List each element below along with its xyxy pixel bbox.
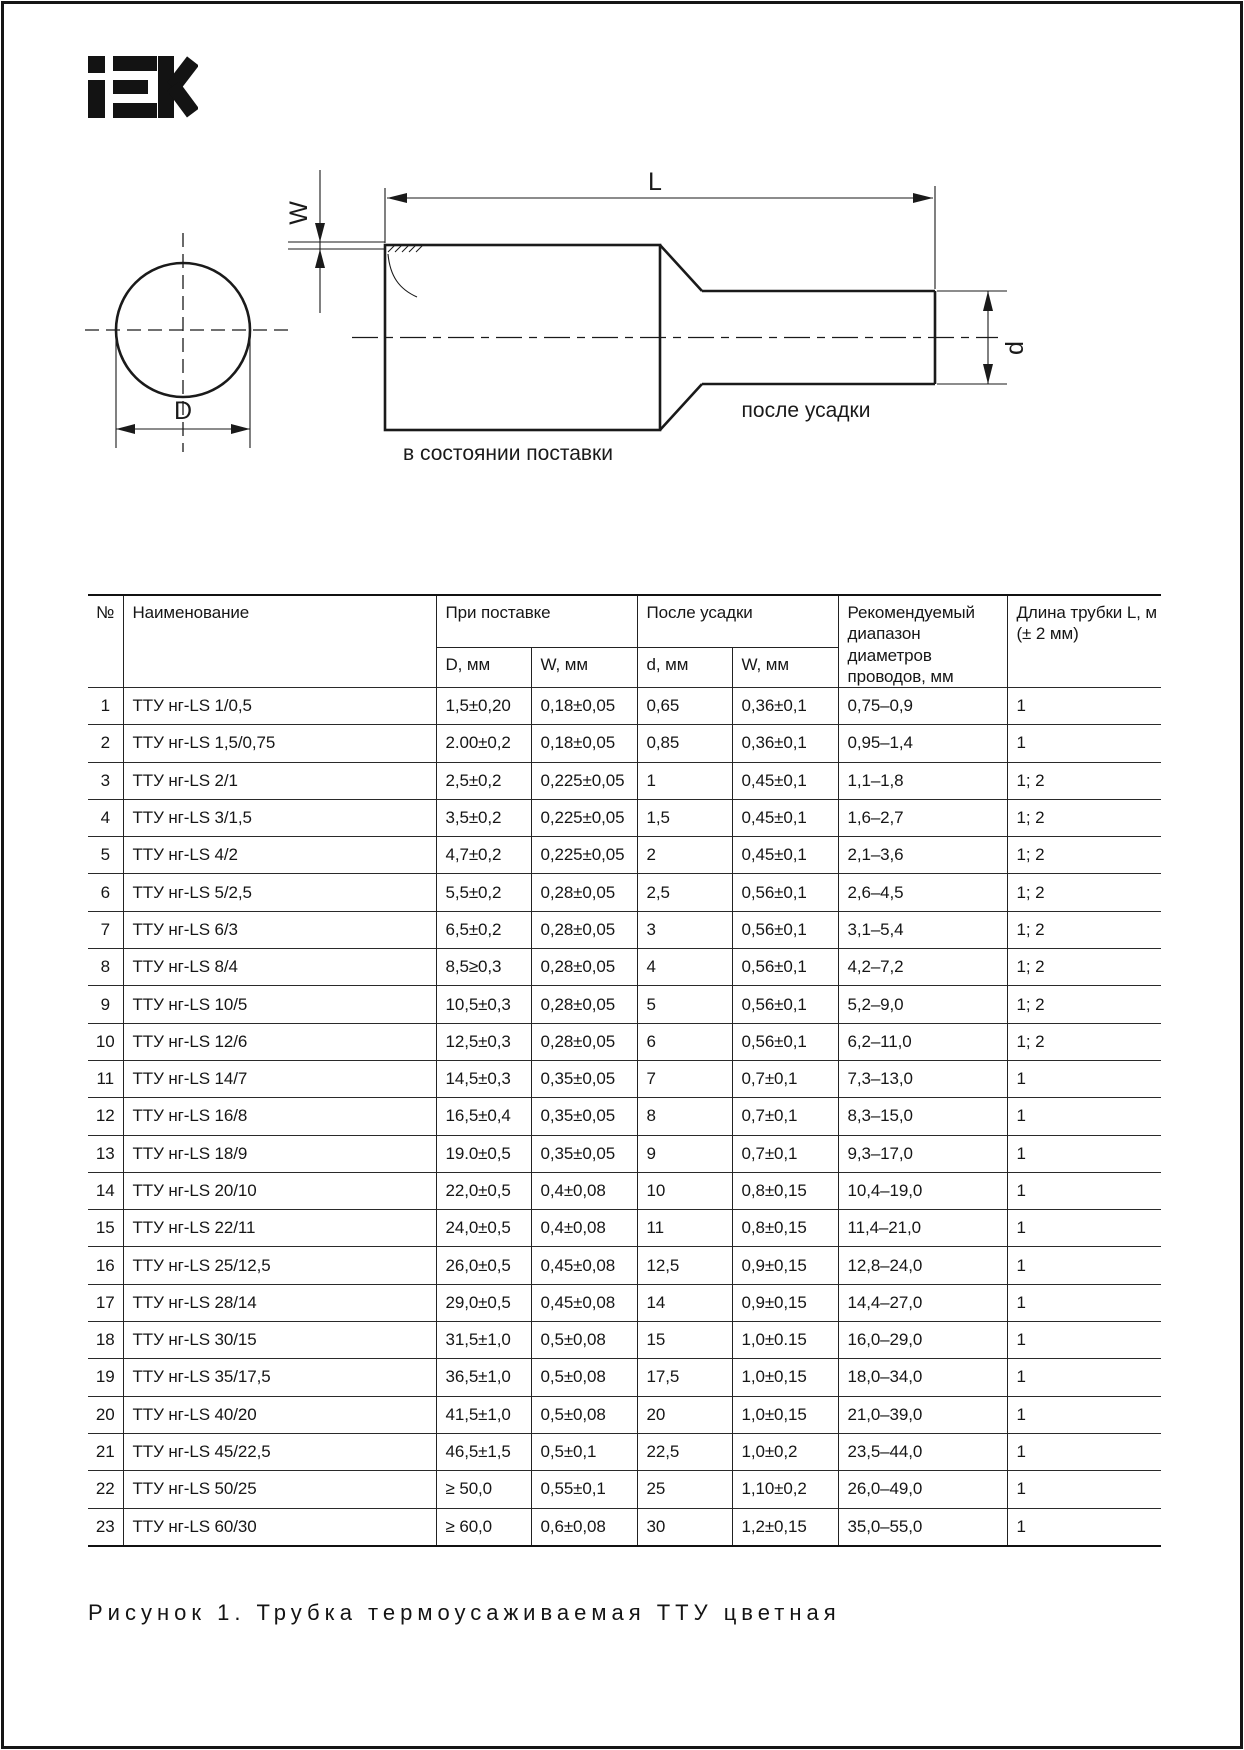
table-cell: 2,5 [637,874,732,911]
table-cell: 0,35±0,05 [531,1060,637,1097]
table-cell: 14,5±0,3 [436,1060,531,1097]
table-cell: 0,85 [637,725,732,762]
table-cell: 1; 2 [1007,799,1161,836]
table-cell: 0,45±0,08 [531,1247,637,1284]
table-cell: 1; 2 [1007,949,1161,986]
table-cell: 0,18±0,05 [531,725,637,762]
table-cell: ТТУ нг-LS 25/12,5 [123,1247,436,1284]
table-cell: 0,75–0,9 [838,688,1007,725]
table-cell: ТТУ нг-LS 8/4 [123,949,436,986]
table-cell: ТТУ нг-LS 12/6 [123,1023,436,1060]
table-cell: 0,8±0,15 [732,1172,838,1209]
table-row [88,1471,1161,1508]
table-cell: 1 [1007,1172,1161,1209]
table-cell: 1,5±0,20 [436,688,531,725]
table-cell: 2,6–4,5 [838,874,1007,911]
table-row [88,1322,1161,1359]
table-cell: ТТУ нг-LS 1,5/0,75 [123,725,436,762]
table-cell: 17,5 [637,1359,732,1396]
table-cell: 7 [637,1060,732,1097]
table-cell: 0,9±0,15 [732,1284,838,1321]
table-cell: 0,45±0,1 [732,799,838,836]
col-header-W-supply: W, мм [531,647,637,687]
dimensions-table [88,594,1161,1547]
table-cell: 5 [88,837,123,874]
table-cell: 1 [1007,1247,1161,1284]
table-cell: 16,5±0,4 [436,1098,531,1135]
table-cell: 3,5±0,2 [436,799,531,836]
table-cell: 11 [637,1210,732,1247]
table-cell: 23 [88,1508,123,1546]
table-cell: 6,5±0,2 [436,911,531,948]
table-cell: 20 [88,1396,123,1433]
table-cell: 2,1–3,6 [838,837,1007,874]
table-cell: 4,2–7,2 [838,949,1007,986]
table-cell: 8 [88,949,123,986]
table-cell: 8 [637,1098,732,1135]
table-cell: 0,45±0,1 [732,837,838,874]
table-cell: 11,4–21,0 [838,1210,1007,1247]
col-header-range: Рекомендуемый диапазон диаметров проводов, мм [838,595,1007,688]
table-cell: 18,0–34,0 [838,1359,1007,1396]
table-cell: 11 [88,1060,123,1097]
table-cell: 29,0±0,5 [436,1284,531,1321]
table-cell: 4 [637,949,732,986]
table-row [88,1098,1161,1135]
table-cell: 1 [88,688,123,725]
table-cell: 1 [1007,688,1161,725]
table-cell: ТТУ нг-LS 40/20 [123,1396,436,1433]
table-cell: 7,3–13,0 [838,1060,1007,1097]
table-cell: 1,2±0,15 [732,1508,838,1546]
table-cell: 14 [637,1284,732,1321]
table-cell: 0,35±0,05 [531,1135,637,1172]
table-row [88,837,1161,874]
table-cell: 2.00±0,2 [436,725,531,762]
table-cell: 15 [637,1322,732,1359]
table-cell: ТТУ нг-LS 6/3 [123,911,436,948]
table-cell: 5 [637,986,732,1023]
table-row [88,799,1161,836]
dim-label-d: d [1001,341,1029,355]
table-cell: 0,45±0,1 [732,762,838,799]
table-cell: 21 [88,1433,123,1470]
table-cell: 13 [88,1135,123,1172]
table-cell: ≥ 60,0 [436,1508,531,1546]
table-cell: 2 [637,837,732,874]
table-cell: 22,5 [637,1433,732,1470]
table-cell: 6 [637,1023,732,1060]
table-cell: 1,0±0.15 [732,1322,838,1359]
table-cell: 0,45±0,08 [531,1284,637,1321]
table-cell: 1; 2 [1007,911,1161,948]
col-header-D-supply: D, мм [436,647,531,687]
table-cell: 2 [88,725,123,762]
table-cell: 8,3–15,0 [838,1098,1007,1135]
table-cell: 1 [1007,1210,1161,1247]
table-cell: 1,1–1,8 [838,762,1007,799]
table-cell: 1,0±0,2 [732,1433,838,1470]
table-cell: 1,10±0,2 [732,1471,838,1508]
table-cell: 0,28±0,05 [531,949,637,986]
table-cell: 23,5–44,0 [838,1433,1007,1470]
table-cell: 1,5 [637,799,732,836]
table-row [88,874,1161,911]
col-header-d-shrink: d, мм [637,647,732,687]
table-cell: 30 [637,1508,732,1546]
table-cell: ТТУ нг-LS 10/5 [123,986,436,1023]
table-cell: 5,5±0,2 [436,874,531,911]
table-cell: ТТУ нг-LS 45/22,5 [123,1433,436,1470]
table-cell: 0,7±0,1 [732,1098,838,1135]
table-cell: 10,4–19,0 [838,1172,1007,1209]
table-cell: 0,7±0,1 [732,1135,838,1172]
table-cell: 3 [637,911,732,948]
table-cell: 1,0±0,15 [732,1396,838,1433]
table-cell: 6 [88,874,123,911]
figure-caption: Рисунок 1. Трубка термоусаживаемая ТТУ цветная [88,1600,841,1625]
table-cell: 26,0±0,5 [436,1247,531,1284]
table-cell: 12,5±0,3 [436,1023,531,1060]
table-cell: 2,5±0,2 [436,762,531,799]
col-header-length: Длина трубки L, м (± 2 мм) [1007,595,1161,688]
table-cell: 1,6–2,7 [838,799,1007,836]
table-cell: 12,5 [637,1247,732,1284]
table-cell: 1 [1007,1359,1161,1396]
table-cell: 19 [88,1359,123,1396]
table-cell: ТТУ нг-LS 14/7 [123,1060,436,1097]
table-cell: 7 [88,911,123,948]
table-cell: 1 [1007,1433,1161,1470]
table-cell: ТТУ нг-LS 60/30 [123,1508,436,1546]
table-row [88,1135,1161,1172]
table-cell: 0,28±0,05 [531,911,637,948]
table-cell: 36,5±1,0 [436,1359,531,1396]
table-cell: 0,65 [637,688,732,725]
table-row [88,725,1161,762]
table-row [88,1247,1161,1284]
table-cell: 1 [1007,1471,1161,1508]
table-cell: 9 [637,1135,732,1172]
table-row [88,1023,1161,1060]
label-supply-state: в состоянии поставки [403,442,613,465]
table-cell: 1 [1007,1284,1161,1321]
table-row [88,949,1161,986]
table-cell: ТТУ нг-LS 22/11 [123,1210,436,1247]
table-cell: 4 [88,799,123,836]
table-cell: 22,0±0,5 [436,1172,531,1209]
table-cell: 25 [637,1471,732,1508]
table-cell: 0,4±0,08 [531,1172,637,1209]
table-row [88,1210,1161,1247]
table-row [88,1284,1161,1321]
table-cell: 12,8–24,0 [838,1247,1007,1284]
table-cell: 5,2–9,0 [838,986,1007,1023]
dim-label-D: D [173,397,193,425]
col-header-num: № [96,603,115,622]
table-row [88,762,1161,799]
table-cell: 1; 2 [1007,986,1161,1023]
table-cell: 0,6±0,08 [531,1508,637,1546]
table-cell: 15 [88,1210,123,1247]
table-cell: 0,95–1,4 [838,725,1007,762]
table-header-row [88,595,1161,647]
dim-label-W: W [285,201,313,225]
table-cell: ТТУ нг-LS 3/1,5 [123,799,436,836]
table-cell: 24,0±0,5 [436,1210,531,1247]
table-cell: 0,56±0,1 [732,986,838,1023]
col-header-W-shrink: W, мм [732,647,838,687]
table-cell: 20 [637,1396,732,1433]
table-cell: 3 [88,762,123,799]
table-cell: 1 [1007,1060,1161,1097]
table-cell: ТТУ нг-LS 20/10 [123,1172,436,1209]
table-cell: 0,55±0,1 [531,1471,637,1508]
table-cell: 1 [637,762,732,799]
table-cell: 10 [88,1023,123,1060]
table-cell: 0,7±0,1 [732,1060,838,1097]
table-row [88,1508,1161,1546]
table-cell: 41,5±1,0 [436,1396,531,1433]
table-cell: 0,5±0,08 [531,1322,637,1359]
table-cell: 14 [88,1172,123,1209]
table-cell: 10,5±0,3 [436,986,531,1023]
table-body [88,688,1161,1546]
table-cell: 1,0±0,15 [732,1359,838,1396]
table-cell: 1 [1007,1508,1161,1546]
table-cell: 3,1–5,4 [838,911,1007,948]
table-cell: 0,5±0,08 [531,1359,637,1396]
col-group-supply: При поставке [436,595,637,647]
table-row [88,1433,1161,1470]
table-row [88,1060,1161,1097]
table-cell: 0,35±0,05 [531,1098,637,1135]
col-header-name: Наименование [123,595,436,688]
table-cell: 0,5±0,08 [531,1396,637,1433]
table-cell: 0,56±0,1 [732,874,838,911]
table-cell: 18 [88,1322,123,1359]
col-group-shrink: После усадки [637,595,838,647]
table-cell: 0,28±0,05 [531,986,637,1023]
table-cell: 0,56±0,1 [732,949,838,986]
table-cell: 1 [1007,1098,1161,1135]
table-cell: 0,5±0,1 [531,1433,637,1470]
table-cell: 12 [88,1098,123,1135]
tube-diagram [0,0,1244,530]
table-cell: ТТУ нг-LS 4/2 [123,837,436,874]
table-cell: 6,2–11,0 [838,1023,1007,1060]
table-cell: ТТУ нг-LS 16/8 [123,1098,436,1135]
table-cell: 0,56±0,1 [732,911,838,948]
table-cell: 35,0–55,0 [838,1508,1007,1546]
table-cell: 1 [1007,725,1161,762]
dim-label-L: L [648,168,662,196]
table-row [88,1359,1161,1396]
table-cell: 1; 2 [1007,762,1161,799]
tube-supplied [385,245,660,430]
table-cell: ТТУ нг-LS 35/17,5 [123,1359,436,1396]
table-cell: 26,0–49,0 [838,1471,1007,1508]
table-cell: 9,3–17,0 [838,1135,1007,1172]
table-cell: 0,28±0,05 [531,1023,637,1060]
table-cell: ТТУ нг-LS 28/14 [123,1284,436,1321]
table-cell: 1 [1007,1135,1161,1172]
table-row [88,688,1161,725]
table-cell: 0,36±0,1 [732,688,838,725]
table-cell: ТТУ нг-LS 30/15 [123,1322,436,1359]
table-row [88,1396,1161,1433]
table-cell: 17 [88,1284,123,1321]
table-cell: ≥ 50,0 [436,1471,531,1508]
table-cell: 19.0±0,5 [436,1135,531,1172]
table-cell: 0,28±0,05 [531,874,637,911]
table-cell: 0,225±0,05 [531,799,637,836]
table-cell: ТТУ нг-LS 18/9 [123,1135,436,1172]
table-cell: 0,18±0,05 [531,688,637,725]
table-cell: 31,5±1,0 [436,1322,531,1359]
table-row [88,986,1161,1023]
table-cell: ТТУ нг-LS 5/2,5 [123,874,436,911]
table-row [88,911,1161,948]
table-cell: 14,4–27,0 [838,1284,1007,1321]
table-cell: ТТУ нг-LS 1/0,5 [123,688,436,725]
table-cell: 1; 2 [1007,1023,1161,1060]
table-cell: 16,0–29,0 [838,1322,1007,1359]
table-cell: 46,5±1,5 [436,1433,531,1470]
table-cell: 0,36±0,1 [732,725,838,762]
table-cell: 9 [88,986,123,1023]
table-cell: 1 [1007,1396,1161,1433]
table-cell: 22 [88,1471,123,1508]
table-cell: ТТУ нг-LS 50/25 [123,1471,436,1508]
table-cell: 0,9±0,15 [732,1247,838,1284]
table-cell: 21,0–39,0 [838,1396,1007,1433]
table-cell: 1; 2 [1007,874,1161,911]
table-cell: 0,56±0,1 [732,1023,838,1060]
table-cell: 10 [637,1172,732,1209]
table-cell: ТТУ нг-LS 2/1 [123,762,436,799]
label-after-shrink: после усадки [741,399,871,422]
table-cell: 0,4±0,08 [531,1210,637,1247]
table-cell: 0,225±0,05 [531,762,637,799]
table-cell: 4,7±0,2 [436,837,531,874]
table-cell: 0,8±0,15 [732,1210,838,1247]
table-row [88,1172,1161,1209]
table-cell: 1; 2 [1007,837,1161,874]
table-cell: 8,5≥0,3 [436,949,531,986]
table-cell: 16 [88,1247,123,1284]
table-cell: 0,225±0,05 [531,837,637,874]
table-cell: 1 [1007,1322,1161,1359]
